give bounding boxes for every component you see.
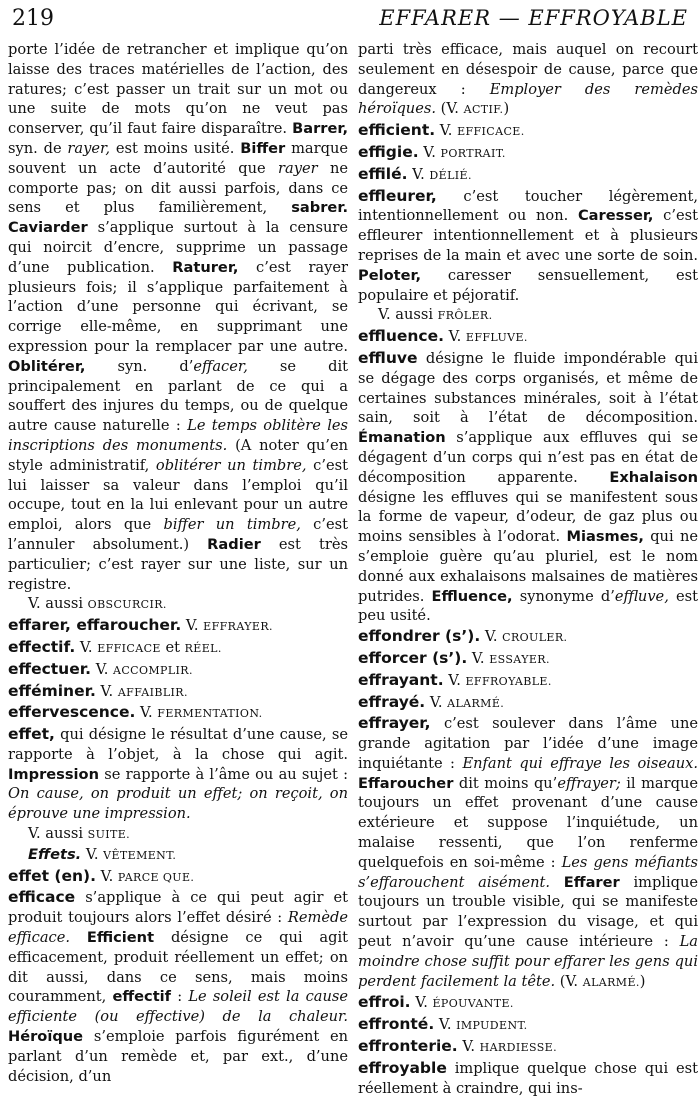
page-number: 219: [12, 6, 54, 31]
headword: effrayant.: [358, 670, 444, 689]
entry-effrayant: effrayant. V. EFFROYABLE.: [358, 670, 552, 689]
headword: efforcer (s’).: [358, 648, 468, 667]
headword: effrayé.: [358, 692, 426, 711]
entry-effroi: effroi. V. ÉPOUVANTE.: [358, 993, 514, 1012]
headword: efficace: [8, 888, 76, 907]
headword: effondrer (s’).: [358, 627, 481, 646]
headword: effet (en).: [8, 866, 96, 885]
headword: effrayer,: [358, 714, 431, 733]
sub-entry-effets: Effets. V. VÊTEMENT.: [28, 845, 177, 863]
headword: effet,: [8, 725, 55, 744]
entry-effile: effilé. V. DÉLIÉ.: [358, 164, 472, 183]
entry-efficient: efficient. V. EFFICACE.: [358, 121, 525, 140]
entry-effervescence: effervescence. V. FERMENTATION.: [8, 703, 263, 722]
entry-effarer: effarer, effaroucher. V. EFFRAYER.: [8, 616, 273, 635]
entry-effleurer: effleurer, c’est toucher légèrement, intentionnellement ou non. Caresser, c’est effleurer intentionnellement et à plusieurs reprises de la main et avec une sorte de soin. Peloter, caresser sensuellement, est populaire et péjoratif. V. aussi FRÔLER.: [358, 187, 698, 327]
entry-effeminer: efféminer. V. AFFAIBLIR.: [8, 681, 188, 700]
headword: effigie.: [358, 142, 419, 161]
running-head: EFFARER — EFFROYABLE: [379, 6, 688, 30]
entry-efforcer: efforcer (s’). V. ESSAYER.: [358, 648, 550, 667]
entry-effigie: effigie. V. PORTRAIT.: [358, 142, 506, 161]
headword: effroyable: [358, 1058, 447, 1077]
right-column: [358, 40, 698, 1098]
headword: effluve: [358, 348, 418, 367]
headword: effroi.: [358, 993, 411, 1012]
see-also: V. aussi SUITE.: [28, 825, 131, 843]
entry-continuation: porte l’idée de retrancher et implique qu’on laisse des traces matérielles de l’action, des ratures; c’est passer un trait sur un mot ou une suite de mots qu’on ne veut pas conserver, qu’il faut faire disparaître. Barrer, syn. de rayer, est moins usité. Biffer marque souvent un acte d’autorité que rayer ne comporte pas; on dit aussi parfois, dans ce sens et plus familièrement, sabrer. Caviarder s’applique surtout à la censure qui noircit d’encre, supprime un passage d’une publication. Raturer, c’est rayer plusieurs fois; il s’applique parfaitement à l’action d’une personne qui écrivant, se corrige elle-même, en supprimant une expression pour la remplacer par une autre. Oblitérer, syn. d’effacer, se dit principalement en parlant de ce qui a souffert des injures du temps, ou de quelque autre cause naturelle : Le temps oblitère les inscriptions des monuments. (A noter qu’en style administratif, oblitérer un timbre, c’est lui laisser sa valeur dans l’emploi qu’il occupe, tout en la lui enlevant pour un autre emploi, alors que biffer un timbre, c’est l’annuler absolument.) Radier est très particulier; c’est rayer sur une liste, sur un registre. V. aussi OBSCURCIR.: [8, 40, 348, 615]
entry-effet-en: effet (en). V. PARCE QUE.: [8, 866, 195, 885]
headword: efficient.: [358, 121, 436, 140]
entry-effronte: effronté. V. IMPUDENT.: [358, 1015, 528, 1034]
entry-effet: effet, qui désigne le résultat d’une cause, se rapporte à l’objet, à la chose qui agit. Impression se rapporte à l’âme ou au sujet : On cause, on produit un effet; on reçoit, on éprouve une impression. V. aussi SUITE. Effets. V. VÊTEMENT.: [8, 725, 348, 866]
headword: efféminer.: [8, 681, 96, 700]
headword: effronterie.: [358, 1037, 458, 1056]
left-column: [8, 40, 348, 1086]
entry-efficace: efficace s’applique à ce qui peut agir et produit toujours alors l’effet désiré : Remède efficace. Efficient désigne ce qui agit efficacement, produit réellement un effet; on dit aussi, dans ce sens, mais moins couramment, effectif : Le soleil est la cause efficiente (ou effective) de la chaleur. Héroïque s’emploie parfois figurément en parlant d’un remède et, par ext., d’une décision, d’un: [8, 888, 349, 1085]
see-also: V. aussi OBSCURCIR.: [28, 595, 167, 613]
entry-effectif: effectif. V. EFFICACE et RÉEL.: [8, 637, 222, 656]
entry-effronterie: effronterie. V. HARDIESSE.: [358, 1037, 558, 1056]
entry-effluve: effluve désigne le fluide impondérable qui se dégage des corps organisés, et même de certaines substances minérales, soit à l’état sain, soit à l’état de décomposition. Émanation s’applique aux effluves qui se dégagent d’un corps qui n’est pas en état de décomposition apparente. Exhalaison désigne les effluves qui se manifestent sous la forme de vapeur, d’odeur, de gaz plus ou moins sensibles à l’odorat. Miasmes, qui ne s’emploie guère qu’au pluriel, est le nom donné aux exhalaisons malsaines de matières putrides. Effluence, synonyme d’effluve, est peu usité.: [358, 348, 698, 625]
entry-effrayer: effrayer, c’est soulever dans l’âme une grande agitation par l’idée d’une image inquiétante : Enfant qui effraye les oiseaux. Effaroucher dit moins qu’effrayer; il marque toujours un effet provenant d’une cause extérieure et suppose l’inquiétude, un malaise ressenti, que l’on renferme quelquefois en soi-même : Les gens méfiants s’effarouchent aisément. Effarer implique toujours un trouble visible, qui se manifeste surtout par l’expression du visage, et qui peut n’avoir qu’une cause intérieure : La moindre chose suffit pour effarer les gens qui perdent facilement la tête. (V. ALARMÉ.): [358, 714, 699, 990]
page-header: [12, 6, 688, 36]
entry-effraye: effrayé. V. ALARMÉ.: [358, 692, 505, 711]
entry-effondrer: effondrer (s’). V. CROULER.: [358, 627, 568, 646]
see-also: V. aussi FRÔLER.: [378, 306, 493, 324]
entry-continuation: parti très efficace, mais auquel on recourt seulement en désespoir de cause, parce que dangereux : Employer des remèdes héroïques. (V. ACTIF.): [358, 41, 698, 118]
entry-effluence: effluence. V. EFFLUVE.: [358, 327, 528, 346]
headword: effarer, effaroucher.: [8, 616, 182, 635]
headword: effectuer.: [8, 659, 92, 678]
headword: effronté.: [358, 1015, 435, 1034]
headword: effectif.: [8, 637, 76, 656]
entry-effroyable: effroyable implique quelque chose qui est réellement à craindre, qui ins-: [358, 1058, 698, 1097]
headword: effleurer,: [358, 186, 437, 205]
headword: effervescence.: [8, 703, 136, 722]
headword: effluence.: [358, 327, 444, 346]
entry-effectuer: effectuer. V. ACCOMPLIR.: [8, 659, 193, 678]
headword: effilé.: [358, 164, 408, 183]
